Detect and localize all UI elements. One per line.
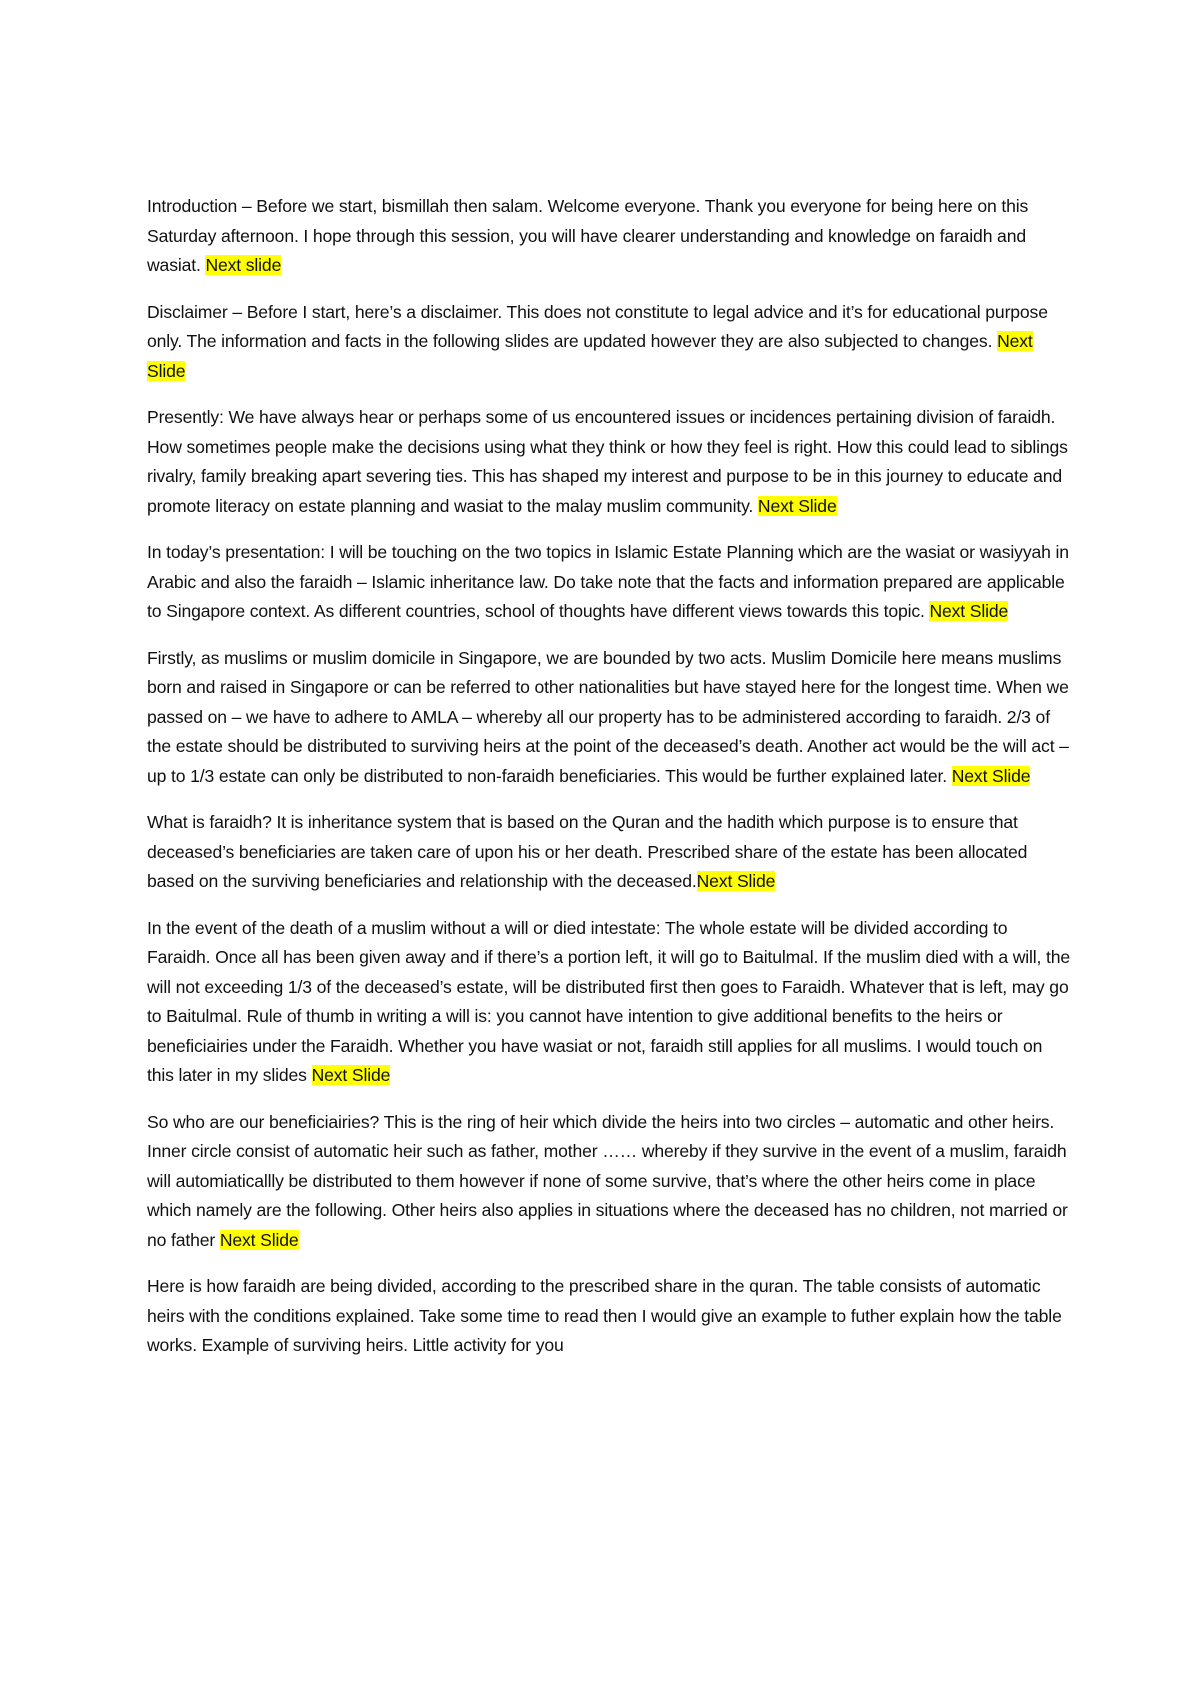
paragraph-text: Here is how faraidh are being divided, according to the prescribed share in the quran. The table consists of automatic heirs with the conditions explained. Take some time to read then I would give an example to futher explain how the table works. Example of surviving heirs. Little activity for you (147, 1276, 1062, 1355)
paragraph-text: Introduction – Before we start, bismillah then salam. Welcome everyone. Thank you everyone for being here on this Saturday afternoon. I hope through this session, you will have clearer understanding and knowledge on faraidh and wasiat. (147, 196, 1029, 275)
paragraph-presently (147, 403, 1073, 521)
next-slide-highlight: Next Slide (929, 601, 1009, 621)
next-slide-highlight: Next slide (205, 255, 282, 275)
paragraph-text: Disclaimer – Before I start, here’s a disclaimer. This does not constitute to legal advice and it’s for educational purpose only. The information and facts in the following slides are updated however they are also subjected to changes. (147, 301, 1048, 351)
paragraph-faraidh-division (147, 1272, 1073, 1361)
document-body (147, 192, 1073, 1378)
next-slide-highlight: Next Slide (311, 1065, 391, 1085)
paragraph-text: Firstly, as muslims or muslim domicile in Singapore, we are bounded by two acts. Muslim Domicile here means muslims born and raised in Singapore or can be referred to other nationalities but have stayed here for the longest time. When we passed on – we have to adhere to AMLA – whereby all our property has to be administered according to faraidh. 2/3 of the estate should be distributed to surviving heirs at the point of the deceased’s death. Another act would be the will act – up to 1/3 estate can only be distributed to non-faraidh beneficiaries. This would be further explained later. (147, 647, 1069, 786)
paragraph-death-intestate (147, 914, 1073, 1091)
next-slide-highlight: Next Slide (951, 765, 1031, 786)
paragraph-firstly (147, 644, 1073, 792)
paragraph-text: What is faraidh? It is inheritance system that is based on the Quran and the hadith which purpose is to ensure that deceased’s beneficiaries are taken care of upon his or her death. Prescribed share of the estate has been allocated based on the surviving beneficiaries and relationship with the deceased. (147, 812, 1028, 891)
next-slide-highlight: Next Slide (757, 495, 837, 516)
next-slide-highlight: Next Slide (147, 331, 1033, 381)
paragraph-disclaimer (147, 298, 1073, 387)
paragraph-text: Presently: We have always hear or perhaps some of us encountered issues or incidences pertaining division of faraidh. How sometimes people make the decisions using what they think or how they feel is right. How this could lead to siblings rivalry, family breaking apart severing ties. This has shaped my interest and purpose to be in this journey to educate and promote literacy on estate planning and wasiat to the malay muslim community. (147, 407, 1068, 516)
paragraph-text: So who are our beneficiairies? This is the ring of heir which divide the heirs into two circles – automatic and other heirs. Inner circle consist of automatic heir such as father, mother …… whereby if they survive in the event of a muslim, faraidh will automiaticallly be distributed to them however if none of some survive, that’s where the other heirs come in place which namely are the following. Other heirs also applies in situations where the deceased has no children, not married or no father (147, 1111, 1068, 1250)
paragraph-beneficiaries (147, 1108, 1073, 1256)
paragraph-introduction (147, 192, 1073, 281)
next-slide-highlight: Next Slide (696, 871, 776, 891)
paragraph-what-is-faraidh (147, 808, 1073, 897)
paragraph-text: In the event of the death of a muslim without a will or died intestate: The whole estate will be divided according to Faraidh. Once all has been given away and if there’s a portion left, it will go to Baitulmal. If the muslim died with a will, the will not exceeding 1/3 of the deceased’s estate, will be distributed first then goes to Faraidh. Whatever that is left, may go to Baitulmal. Rule of thumb in writing a will is: you cannot have intention to give additional benefits to the heirs or beneficiairies under the Faraidh. Whether you have wasiat or not, faraidh still applies for all muslims. I would touch on this later in my slides (147, 917, 1071, 1085)
paragraph-text: In today’s presentation: I will be touching on the two topics in Islamic Estate Planning which are the wasiat or wasiyyah in Arabic and also the faraidh – Islamic inheritance law. Do take note that the facts and information prepared are applicable to Singapore context. As different countries, school of thoughts have different views towards this topic. (147, 542, 1069, 621)
next-slide-highlight: Next Slide (219, 1229, 299, 1250)
paragraph-todays-presentation (147, 538, 1073, 627)
